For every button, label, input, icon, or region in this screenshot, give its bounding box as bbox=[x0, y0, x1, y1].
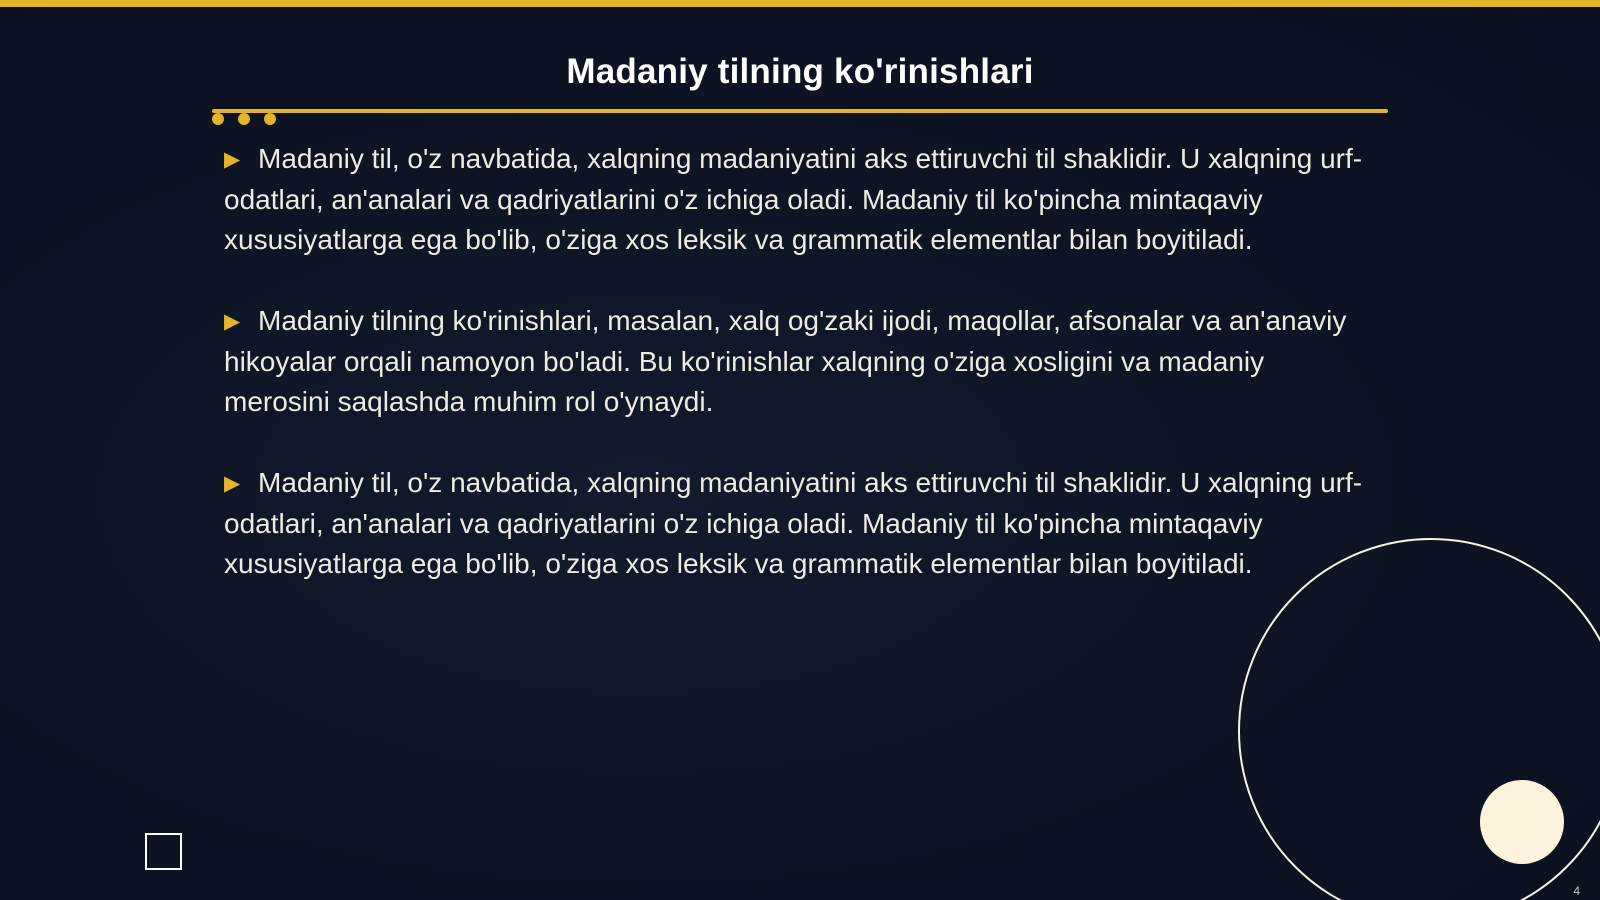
decorative-circle-filled bbox=[1480, 780, 1564, 864]
bullet-text: Madaniy til, o'z navbatida, xalqning madaniyatini aks ettiruvchi til shaklidir. U xalqning urf-odatlari, an'analari va qadriyatlarini o'z ichiga oladi. Madaniy til ko'pincha mintaqaviy xususiyatlarga ega bo'lib, o'ziga xos leksik va grammatik elementlar bilan boyitiladi. bbox=[224, 467, 1363, 579]
slide-title: Madaniy tilning ko'rinishlari bbox=[566, 52, 1034, 91]
page-number: 4 bbox=[1573, 884, 1580, 898]
bullet-list bbox=[224, 139, 1374, 625]
title-underline bbox=[212, 109, 1388, 113]
bullet-item bbox=[224, 463, 1374, 584]
bullet-item bbox=[224, 301, 1374, 422]
decorative-dot bbox=[212, 113, 224, 125]
bullet-arrow-icon: ▶ bbox=[224, 310, 241, 333]
bullet-text: Madaniy tilning ko'rinishlari, masalan, xalq og'zaki ijodi, maqollar, afsonalar va an'anaviy hikoyalar orqali namoyon bo'ladi. Bu ko'rinishlar xalqning o'ziga xosligini va madaniy merosini saqlashda muhim rol o'ynaydi. bbox=[224, 305, 1347, 417]
decorative-dot bbox=[238, 113, 250, 125]
top-accent-bar bbox=[0, 0, 1600, 7]
bullet-arrow-icon: ▶ bbox=[224, 472, 241, 495]
decorative-dot bbox=[264, 113, 276, 125]
bullet-arrow-icon: ▶ bbox=[224, 148, 241, 171]
decorative-square bbox=[145, 833, 182, 870]
bullet-text: Madaniy til, o'z navbatida, xalqning madaniyatini aks ettiruvchi til shaklidir. U xalqning urf-odatlari, an'analari va qadriyatlarini o'z ichiga oladi. Madaniy til ko'pincha mintaqaviy xususiyatlarga ega bo'lib, o'ziga xos leksik va grammatik elementlar bilan boyitiladi. bbox=[224, 143, 1363, 255]
bullet-item bbox=[224, 139, 1374, 260]
decorative-dots bbox=[212, 113, 276, 125]
